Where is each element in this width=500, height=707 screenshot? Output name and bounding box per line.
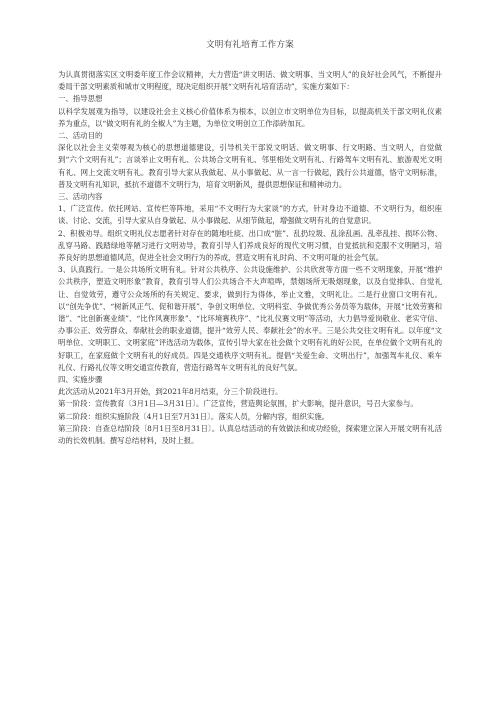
body-paragraph: 2、积极劝导。组织文明礼仪志愿者针对存在的随地吐痰、出口成“脏”、乱扔垃圾、乱涂乱画、乱牵乱挂、损坏公物、乱穿马路、践踏绿地等陋习进行文明劝导，教育引导人们养成良好的现代文明习惯，自觉抵抗和克服不文明陋习，培养良好的思想道德风范，促进全社会文明行为的养成，营造文明有礼时尚、不文明可耻的社会气氛。 <box>58 228 442 263</box>
body-paragraph: 深化以社会主义荣辱观为核心的思想道德建设，引导机关干部说文明话、做文明事、行文明路、当文明人，自觉做到“六个文明有礼”；言谈举止文明有礼、公共场合文明有礼、邻里相处文明有礼、行路驾车文明有礼、旅游观光文明有礼、网上交流文明有礼。教育引导大家从我做起、从小事做起、从一言一行做起，践行公共道德，恪守文明标准，普及文明有礼知识，抵抗不道德不文明行为，培育文明新风，提供思想保证和精神动力。 <box>58 143 442 189</box>
intro-paragraph: 为认真贯彻落实区文明委年度工作会议精神，大力营造“讲文明话、做文明事、当文明人”的良好社会风气，不断提升委局干部文明素质和城市文明程度，现决定组织开展“文明有礼培育活动”，实施方案如下： <box>58 70 442 92</box>
body-paragraph: 1、广泛宣传。依托网站、宣传栏等阵地，采用“不文明行为大家谈”的方式，针对身边不道德、不文明行为，组织座谈、讨论、交流，引导大家从自身做起、从小事做起、从细节做起，增强做文明有礼的自觉意识。 <box>58 204 442 226</box>
section-heading-purpose: 二、活动目的 <box>58 131 103 141</box>
section-heading-guiding-ideology: 一、指导思想 <box>58 94 103 104</box>
body-paragraph: 第一阶段：宣传教育〔3月1日—3月31日〕。广泛宣传，营造舆论氛围，扩大影响，提升意识，号召大家参与。 <box>58 399 418 409</box>
body-paragraph: 第三阶段：自查总结阶段〔8月1日至8月31日〕。认真总结活动的有效做法和成功经验，探索建立深入开展文明有礼活动的长效机制。撰写总结材料，及时上报。 <box>58 423 442 446</box>
body-paragraph: 第二阶段：组织实施阶段〔4月1日至7月31日〕。落实人员，分解内容，组织实施。 <box>58 411 330 421</box>
section-heading-content: 三、活动内容 <box>58 192 103 202</box>
body-paragraph: 以科学发展观为指导，以建设社会主义核心价值体系为根本，以创立市文明单位为目标，以提高机关干部文明礼仪素养为重点，以“做文明有礼的全椒人”为主题，为单位文明创立工作添砖加瓦。 <box>58 106 442 128</box>
section-heading-steps: 四、实施步骤 <box>58 375 103 385</box>
body-paragraph: 3、认真践行。一是公共场所文明有礼。针对公共秩序、公共设施维护、公共欣赏等方面一些不文明现象，开展“维护公共秩序，塑造文明形象”教育，教育引导人们公共场合不大声喧哗，禁烟场所无吸烟现象，以及自觉排队、自觉礼让、自觉效劳，遵守公众场所的有关规定、要求，做到行为得体，举止文雅，文明礼让。二是行业窗口文明有礼。以“创先争优”、“树新风正气、促和谐开展”、争创文明单位、文明科室、争做优秀公务员等为载体，开展“比效劳赛和谐”、“比创新赛业绩”、“比作风赛形象”、“比环境赛秩序”、“比礼仪赛文明”等活动，大力倡导爱岗敬业、老实守信、办事公正、效劳群众、奉献社会的职业道德，提升“效劳人民、奉献社会”的水平。三是公共交往文明有礼。以年度“文明单位、文明职工、文明家庭”评选活动为载体，宣传引导大家在社会做个文明有礼的好公民，在单位做个文明有礼的好职工，在家庭做个文明有礼的好成员。四是交通秩序文明有礼。提倡“关爱生命、文明出行”，加强驾车礼仪、乘车礼仪、行路礼仪等文明交通宣传教育，营造行路驾车文明有礼的良好气氛。 <box>58 265 442 372</box>
body-paragraph: 此次活动从2021年3月开始，到2021年8月结束，分三个阶段进行。 <box>58 387 283 397</box>
document-body <box>58 69 442 447</box>
document-title: 文明有礼培育工作方案 <box>206 40 294 50</box>
